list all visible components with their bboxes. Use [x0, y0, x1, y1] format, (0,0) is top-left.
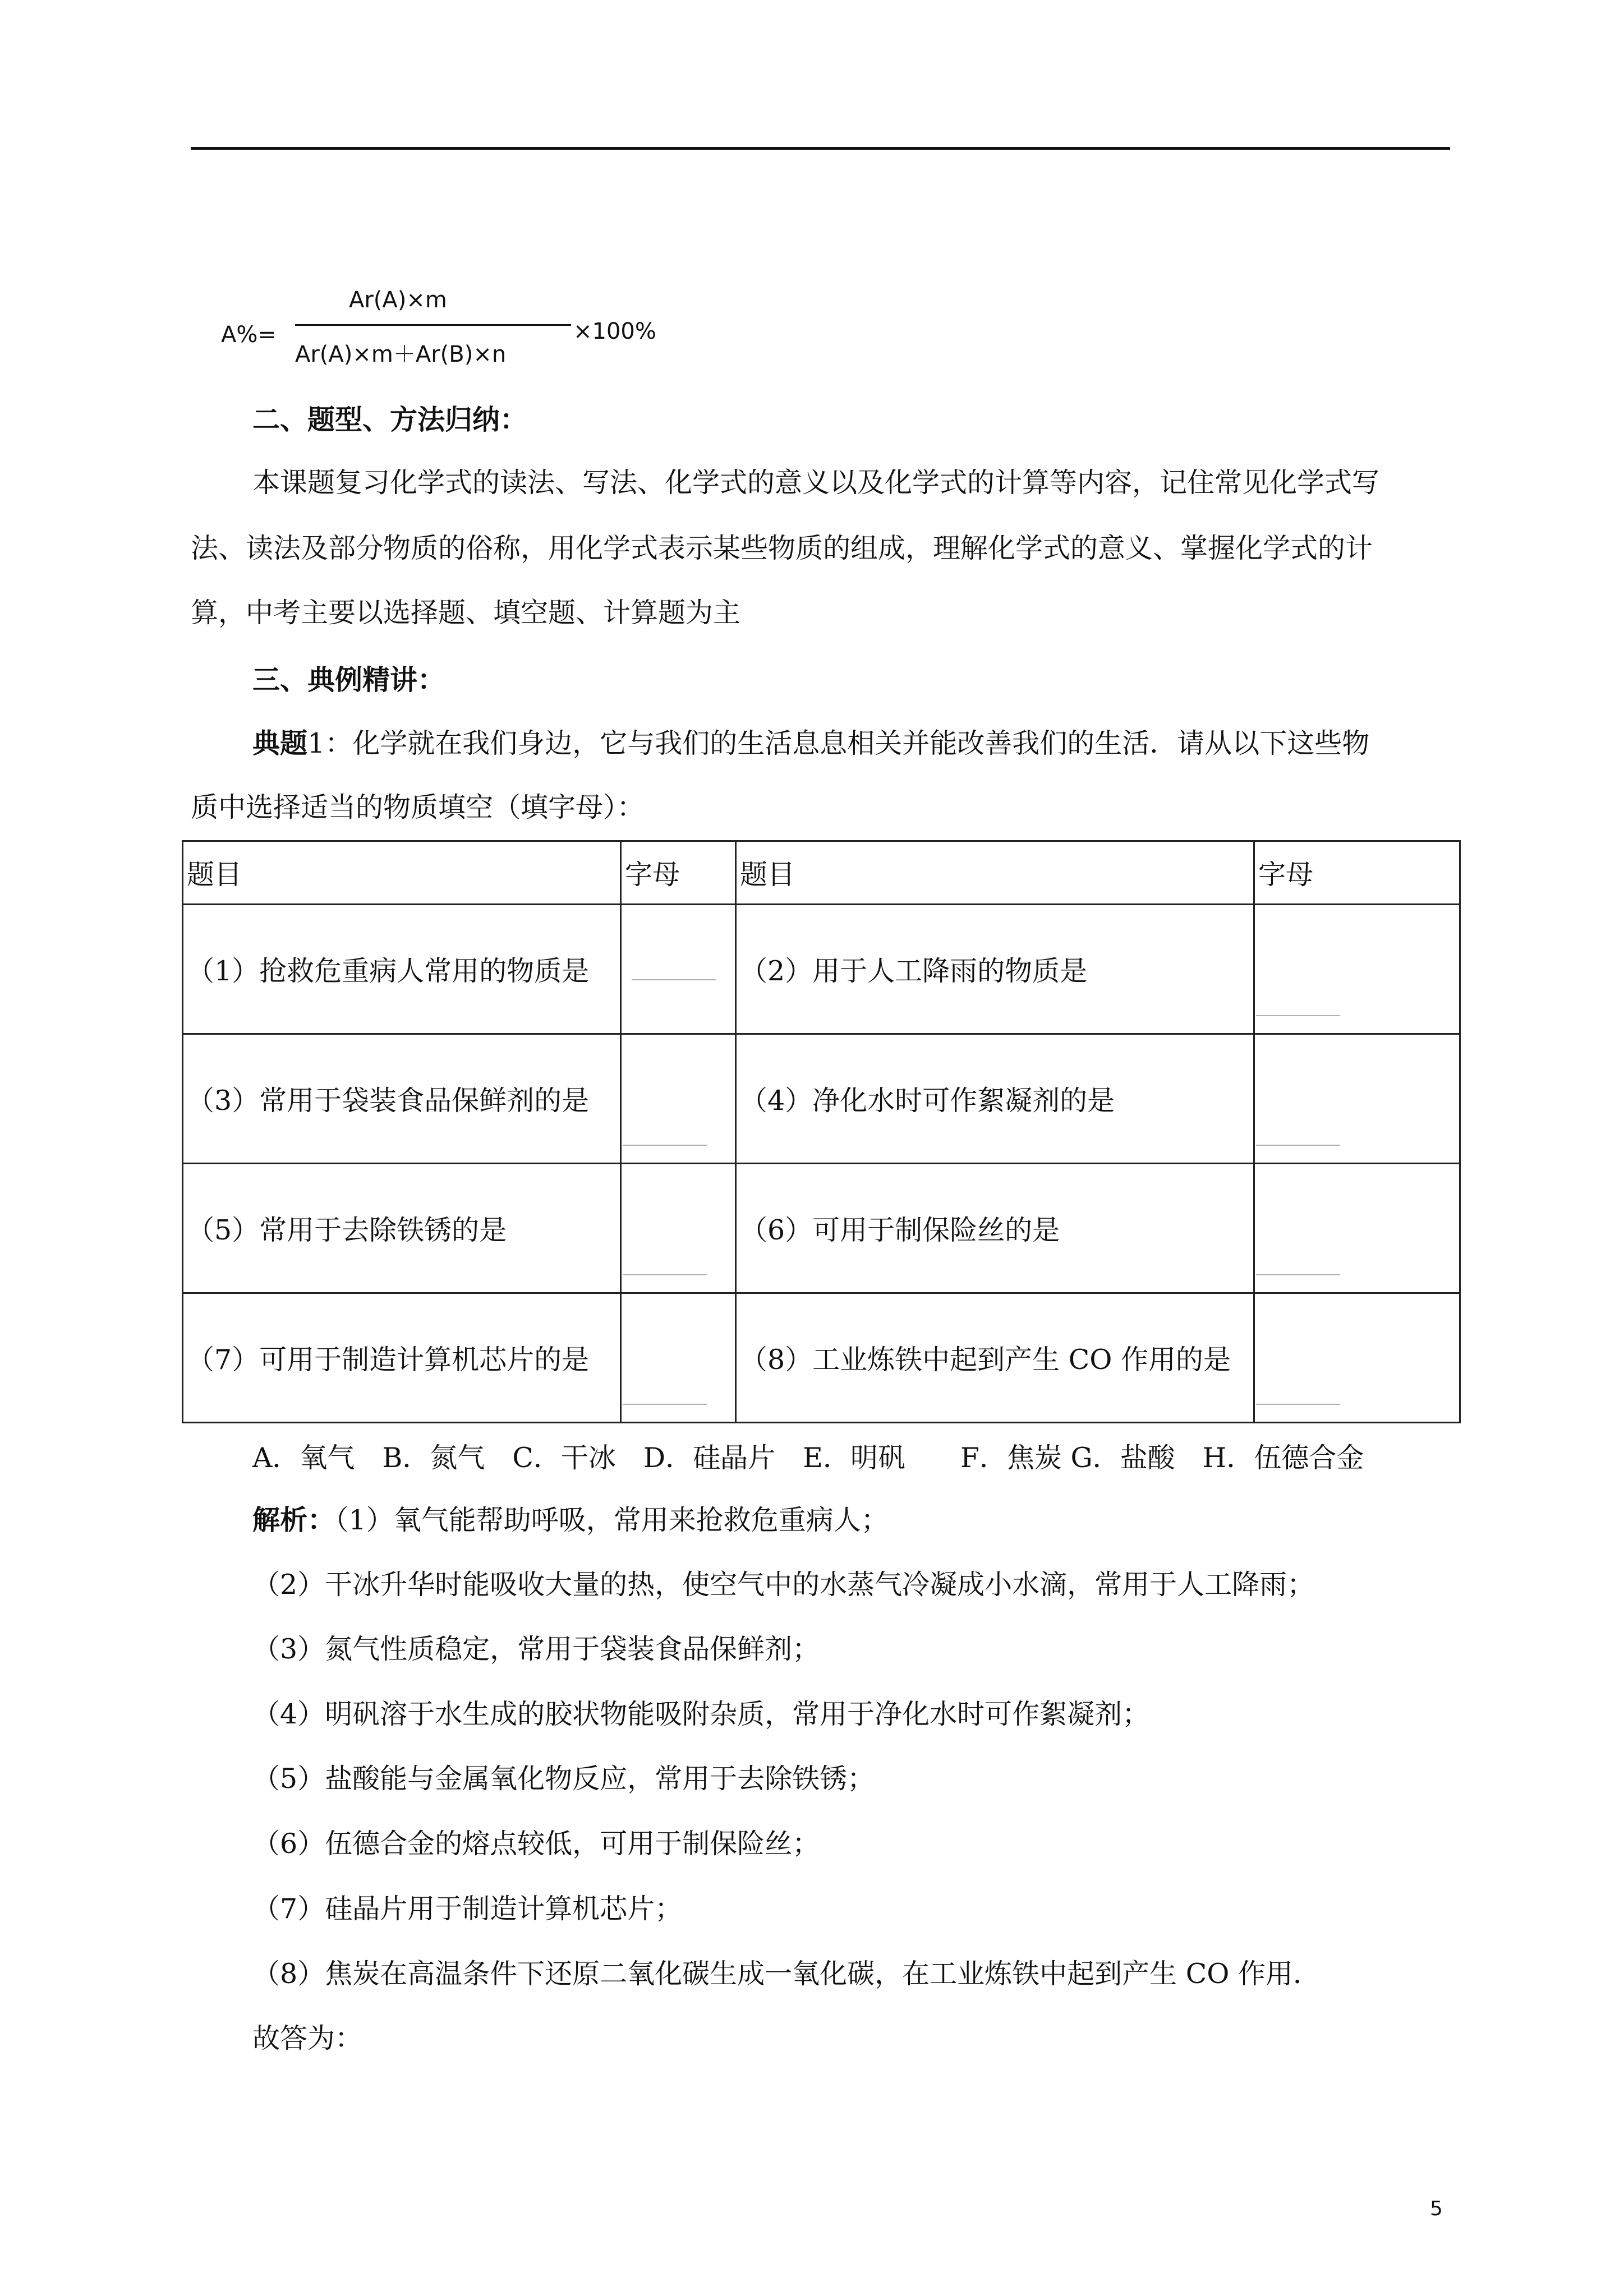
example-intro-text: 1：化学就在我们身边，它与我们的生活息息相关并能改善我们的生活．请从以下这些物 [307, 727, 1370, 759]
header-cell: 字母 [621, 841, 736, 905]
analysis-item: （8）焦炭在高温条件下还原二氧化碳生成一氧化碳，在工业炼铁中起到产生 CO 作用． [252, 1958, 1321, 1990]
header-rule [191, 147, 1450, 150]
question-cell: （7）可用于制造计算机芯片的是 [183, 1293, 621, 1423]
example-label: 典题 [252, 727, 308, 759]
answer-blank [1256, 1145, 1340, 1146]
header-cell: 题目 [736, 841, 1254, 905]
paragraph-line: 算，中考主要以选择题、填空题、计算题为主 [191, 597, 741, 629]
table-row [183, 1164, 1460, 1293]
answer-cell [621, 1164, 736, 1293]
answer-blank [632, 979, 716, 980]
table-row [183, 1293, 1460, 1423]
section-heading-examples: 三、典例精讲： [252, 663, 445, 696]
analysis-item: （6）伍德合金的熔点较低，可用于制保险丝； [252, 1828, 820, 1860]
table-row [183, 905, 1460, 1034]
question-cell: （5）常用于去除铁锈的是 [183, 1164, 621, 1293]
analysis-item: （5）盐酸能与金属氧化物反应，常用于去除铁锈； [252, 1763, 875, 1795]
fraction-bar [295, 324, 571, 326]
analysis-item: （2）干冰升华时能吸收大量的热，使空气中的水蒸气冷凝成小水滴，常用于人工降雨； [252, 1569, 1315, 1601]
paragraph-line: 本课题复习化学式的读法、写法、化学式的意义以及化学式的计算等内容，记住常见化学式写 [252, 467, 1380, 499]
answer-cell [1254, 1293, 1460, 1423]
answer-cell [621, 1293, 736, 1423]
question-cell: （6）可用于制保险丝的是 [736, 1164, 1254, 1293]
question-table [182, 840, 1461, 1423]
example-intro-continued: 质中选择适当的物质填空（填字母）： [191, 791, 645, 823]
answer-blank [1256, 1404, 1340, 1405]
question-cell: （2）用于人工降雨的物质是 [736, 905, 1254, 1034]
formula-numerator: Ar(A)×m [349, 287, 447, 313]
answer-cell [621, 1034, 736, 1164]
answer-blank [1256, 1015, 1340, 1016]
answer-cell [621, 905, 736, 1034]
answer-blank [623, 1145, 707, 1146]
paragraph-line: 法、读法及部分物质的俗称，用化学式表示某些物质的组成，理解化学式的意义、掌握化学式的计 [191, 532, 1373, 564]
question-cell: （1）抢救危重病人常用的物质是 [183, 905, 621, 1034]
question-cell: （4）净化水时可作絮凝剂的是 [736, 1034, 1254, 1164]
header-cell: 字母 [1254, 841, 1460, 905]
formula-denominator: Ar(A)×m＋Ar(B)×n [295, 342, 507, 367]
answer-cell [1254, 1164, 1460, 1293]
table-header-row [183, 841, 1460, 905]
answer-options: A．氧气 B．氮气 C．干冰 D．硅晶片 E．明矾 F．焦炭 G．盐酸 H．伍德合金 [252, 1442, 1364, 1474]
question-cell: （3）常用于袋装食品保鲜剂的是 [183, 1034, 621, 1164]
analysis-label: 解析： [252, 1504, 335, 1536]
answer-cell [1254, 1034, 1460, 1164]
question-cell: （8）工业炼铁中起到产生 CO 作用的是 [736, 1293, 1254, 1423]
answer-blank [1256, 1274, 1340, 1275]
analysis-item: （1）氧气能帮助呼吸，常用来抢救危重病人； [335, 1504, 889, 1536]
formula-rhs: ×100% [573, 319, 656, 344]
analysis-item: （3）氮气性质稳定，常用于袋装食品保鲜剂； [252, 1633, 820, 1665]
section-heading-methods: 二、题型、方法归纳： [252, 403, 528, 436]
formula-lhs: A%= [221, 322, 277, 348]
table-row [183, 1034, 1460, 1164]
analysis-intro [252, 1503, 889, 1537]
page-number: 5 [1430, 2197, 1443, 2220]
analysis-conclusion: 故答为： [252, 2022, 363, 2054]
answer-blank [623, 1404, 707, 1405]
header-cell: 题目 [183, 841, 621, 905]
answer-blank [623, 1274, 707, 1275]
analysis-item: （4）明矾溶于水生成的胶状物能吸附杂质，常用于净化水时可作絮凝剂； [252, 1698, 1150, 1730]
answer-cell [1254, 905, 1460, 1034]
analysis-item: （7）硅晶片用于制造计算机芯片； [252, 1893, 683, 1925]
example-intro [252, 726, 1369, 760]
